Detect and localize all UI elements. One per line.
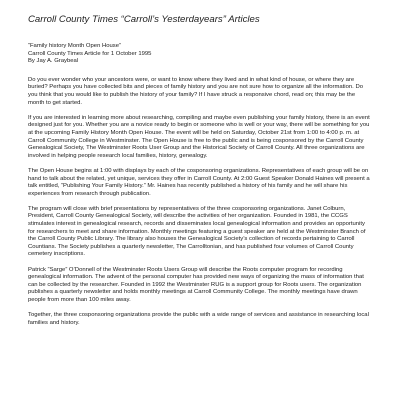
article-title: “Family history Month Open House” bbox=[28, 43, 121, 49]
article-byline: By Jay A. Graybeal bbox=[28, 58, 79, 65]
article-header bbox=[28, 43, 372, 66]
paragraph-ccgs: The program will close with brief presentations by representatives of the three cosponsoring organizations. Janet Colburn, President, Carroll County Genealogical Society, will describe the activities of her organization. Founded in 1981, the CCGS stimulates interest in genealogical research, records and disseminates local genealogical information and provides an opportunity for researchers to meet and share information. Monthly meetings featuring a guest speaker are held at the Westminster Branch of the Carroll County Public Library. The library also houses the Genealogical Society’s collection of records pertaining to Carroll Countians. The Society publishes a quarterly newsletter, The Carrolltonian, and has published four volumes of Carroll County cemetery inscriptions. bbox=[28, 205, 366, 258]
paragraph-schedule: The Open House begins at 1:00 with displays by each of the cosponsoring organizations. Representatives of each group will be on hand to talk about the related, yet unique, services they offer in Carroll County. At 2:00 Guest Speaker Donald Haines will present a talk entitled, “Publishing Your Family History.” Mr. Haines has recently published a history of his family and he will share his experiences from research through publication. bbox=[28, 167, 370, 197]
paragraph-closing: Together, the three cosponsoring organizations provide the public with a wide range of services and assistance in researching local families and history. bbox=[28, 312, 369, 326]
document-page bbox=[28, 14, 372, 335]
paragraph-intro: Do you ever wonder who your ancestors were, or want to know where they lived and in what kind of house, or where they are buried? Perhaps you have collected bits and pieces of family history and you are not sure how to organize all the information. Do you think that you would like to publish the history of your family? If I have struck a responsive chord, read on; this may be the month to get started. bbox=[28, 76, 363, 106]
article-source: Carroll County Times Article for 1 October 1995 bbox=[28, 50, 152, 57]
paragraph-event: If you are interested in learning more about researching, compiling and maybe even publishing your family history, there is an event designed just for you. Whether you are a novice ready to begin or someone who is well or your way, there will be something for you at the upcoming Family History Month Open House. The event will be held on Saturday, October 21st from 1:00 to 4:00 p. m. at Carroll Community College in Westminster. The Open House is free to the public and is being cosponsored by the Carroll County Genealogical Society, The Westminster Roots User Group and the Historical Society of Carroll County. All three organizations are involved in helping people research local families, history, genealogy. bbox=[28, 114, 370, 159]
paragraph-roots-group: Patrick “Sarge” O’Donnell of the Westminster Roots Users Group will describe the Roots computer program for recording genealogical information. The advent of the personal computer has provided new ways of organizing the mass of information that can be collected by the researcher. Founded in 1992 the Westminster RUG is a support group for Roots users. The organization publishes a quarterly newsletter and holds monthly meetings at Carroll Community College. The monthly meetings have drawn people from more than 100 miles away. bbox=[28, 266, 364, 303]
document-title: Carroll County Times “Carroll’s Yesterdayears” Articles bbox=[28, 14, 260, 25]
